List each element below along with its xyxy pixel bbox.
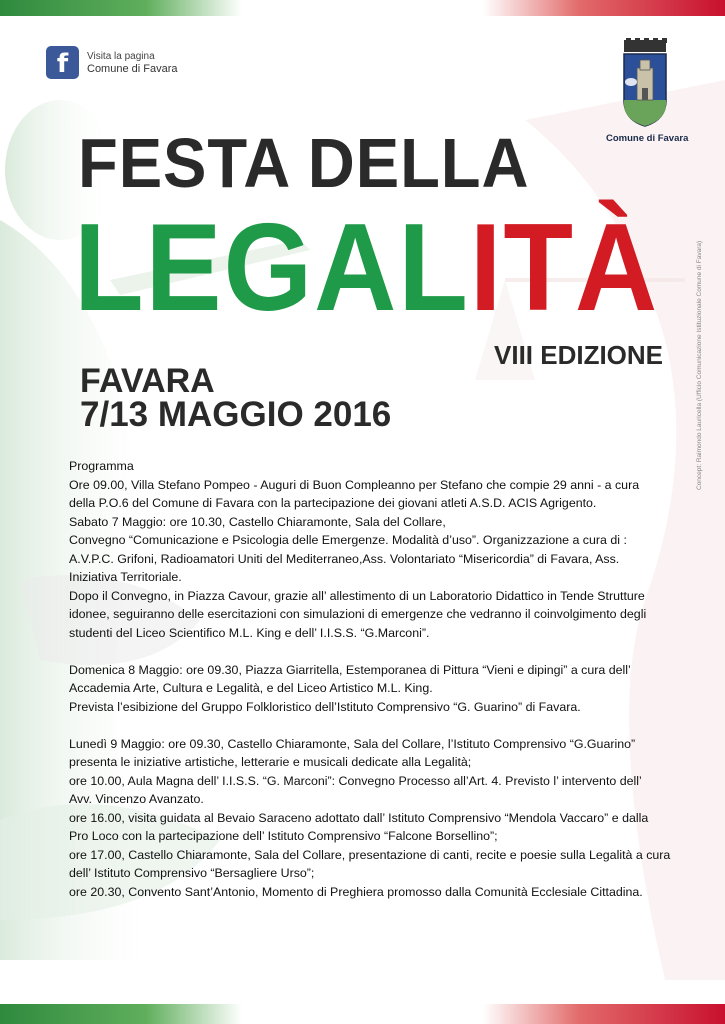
program-line: ore 20.30, Convento Sant’Antonio, Momento di Preghiera promosso dalla Comunità Ecclesiale Cittadina. xyxy=(69,884,643,899)
program-line: ore 10.00, Aula Magna dell’ I.I.S.S. “G. Marconi”: Convegno Processo all’Art. 4. Previsto l’ intervento dell’ xyxy=(69,773,642,788)
program-line: Dopo il Convegno, in Piazza Cavour, grazie all’ allestimento di un Laboratorio Didattico in Tende Strutture xyxy=(69,588,645,603)
program-line: Lunedì 9 Maggio: ore 09.30, Castello Chiaramonte, Sala del Collare, l’Istituto Comprensivo “G.Guarino” xyxy=(69,736,636,751)
program-line: Pro Loco con la partecipazione dell’ Istituto Comprensivo “Falcone Borsellino”; xyxy=(69,829,498,843)
program-line: Sabato 7 Maggio: ore 10.30, Castello Chiaramonte, Sala del Collare, xyxy=(69,514,446,529)
program-line: ore 16.00, visita guidata al Bevaio Saraceno adottato dall’ Istituto Comprensivo “Mendola Vaccaro” e dalla xyxy=(69,810,649,825)
program-line: presenta le iniziative artistiche, letterarie e musicali dedicate alla Legalità; xyxy=(69,755,472,769)
program-blank-line xyxy=(69,716,669,735)
title-legal-green: LEGAL xyxy=(74,199,470,337)
title-legalita xyxy=(74,199,660,337)
tricolore-band-top xyxy=(0,0,725,16)
program-line: Iniziativa Territoriale. xyxy=(69,570,182,584)
facebook-page-badge[interactable] xyxy=(46,46,178,79)
program-line: dell’ Istituto Comprensivo “Bersagliere Urso”; xyxy=(69,866,315,880)
tricolore-band-bottom xyxy=(0,1004,725,1024)
edition-label: VIII EDIZIONE xyxy=(494,340,664,370)
program-line: Prevista l’esibizione del Gruppo Folkloristico dell’Istituto Comprensivo “G. Guarino” di Favara. xyxy=(69,699,581,714)
municipal-crest-icon xyxy=(620,38,670,128)
program-line: della P.O.6 del Comune di Favara con la partecipazione dei giovani atleti A.S.D. ACIS Agrigento. xyxy=(69,496,597,510)
title-ita-red: ITÀ xyxy=(469,199,660,337)
crest-label: Comune di Favara xyxy=(606,133,689,144)
program-line: Convegno “Comunicazione e Psicologia delle Emergenze. Modalità d’uso”. Organizzazione a cura di : xyxy=(69,533,627,547)
program-line: studenti del Liceo Scientifico M.L. King e dell’ I.I.S.S. “G.Marconi”. xyxy=(69,625,430,640)
program-line: Accademia Arte, Cultura e Legalità, e del Liceo Artistico M.L. King. xyxy=(69,681,433,695)
program-line: ore 17.00, Castello Chiaramonte, Sala del Collare, presentazione di canti, recite e poesie sulla Legalità a cura xyxy=(69,847,671,862)
program-line: Ore 09.00, Villa Stefano Pompeo - Auguri di Buon Compleanno per Stefano che compie 29 anni - a cura xyxy=(69,477,640,492)
program-line: Programma xyxy=(69,459,134,473)
title-festa-della: FESTA DELLA xyxy=(78,124,530,202)
program-line: Avv. Vincenzo Avanzato. xyxy=(69,792,204,806)
facebook-line1: Visita la pagina xyxy=(87,50,155,62)
concept-credit xyxy=(696,240,706,500)
program-text xyxy=(69,457,669,901)
event-dates: 7/13 MAGGIO 2016 xyxy=(80,395,392,434)
concept-credit-text: Concept: Raimondo Lauricella (Ufficio Comunicazione Istituzionale Comune di Favara) xyxy=(696,240,703,490)
facebook-icon: f xyxy=(46,46,79,79)
program-line: A.V.P.C. Grifoni, Radioamatori Uniti del Mediterraneo,Ass. Volontariato “Misericordia” di Favara, Ass. xyxy=(69,551,620,566)
facebook-line2: Comune di Favara xyxy=(87,62,178,75)
program-blank-line xyxy=(69,642,669,661)
event-place: FAVARA xyxy=(80,362,215,400)
program-line: idonee, seguiranno delle esercitazioni con simulazioni di emergenze che vedranno il coinvolgimento degli xyxy=(69,607,647,621)
program-line: Domenica 8 Maggio: ore 09.30, Piazza Giarritella, Estemporanea di Pittura “Vieni e dipingi” a cura dell’ xyxy=(69,662,631,677)
